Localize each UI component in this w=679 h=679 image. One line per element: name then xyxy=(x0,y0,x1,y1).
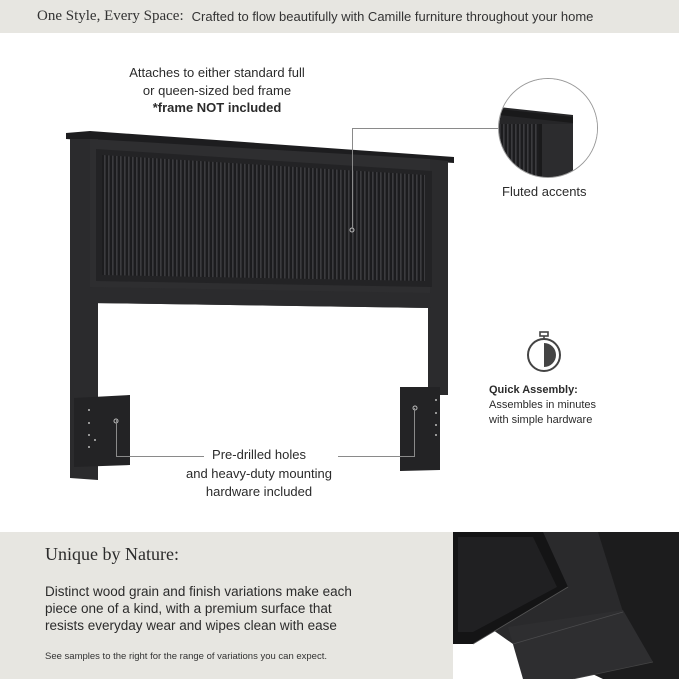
fluted-detail-image xyxy=(499,79,598,178)
finish-samples-image xyxy=(453,532,679,679)
holes-note xyxy=(164,446,354,502)
fluted-callout-horizontal xyxy=(352,128,500,129)
fluted-detail-zoom xyxy=(498,78,598,178)
fluted-callout-vertical xyxy=(352,128,353,228)
holes-line2: and heavy-duty mounting xyxy=(186,465,332,481)
unique-line3: resists everyday wear and wipes clean with ease xyxy=(45,618,337,633)
stopwatch-icon xyxy=(524,331,564,373)
banner-heading: One Style, Every Space: xyxy=(37,8,184,24)
unique-line2: piece one of a kind, with a premium surface that xyxy=(45,601,332,616)
fluted-accents-label: Fluted accents xyxy=(502,184,587,199)
banner-text: Crafted to flow beautifully with Camille furniture throughout your home xyxy=(191,9,594,24)
headboard-image xyxy=(60,125,460,485)
assembly-line2: with simple hardware xyxy=(489,414,593,426)
unique-note: See samples to the right for the range of variations you can expect. xyxy=(45,651,327,662)
finish-samples-svg xyxy=(453,532,679,679)
unique-line1: Distinct wood grain and finish variations make each xyxy=(45,584,352,599)
top-banner xyxy=(0,0,679,33)
holes-callout-left xyxy=(116,420,117,457)
assembly-title: Quick Assembly: xyxy=(489,384,578,396)
attach-note xyxy=(97,64,337,117)
assembly-desc xyxy=(489,398,629,428)
holes-line1: Pre-drilled holes xyxy=(212,447,306,462)
attach-note-line1: Attaches to either standard full xyxy=(129,65,305,80)
unique-body xyxy=(45,583,415,634)
assembly-line1: Assembles in minutes xyxy=(489,399,596,411)
holes-callout-right xyxy=(414,408,415,457)
attach-note-line2: or queen-sized bed frame xyxy=(142,82,292,98)
holes-line3: hardware included xyxy=(205,484,313,499)
attach-note-line3: *frame NOT included xyxy=(152,100,282,115)
unique-title: Unique by Nature: xyxy=(45,544,179,564)
